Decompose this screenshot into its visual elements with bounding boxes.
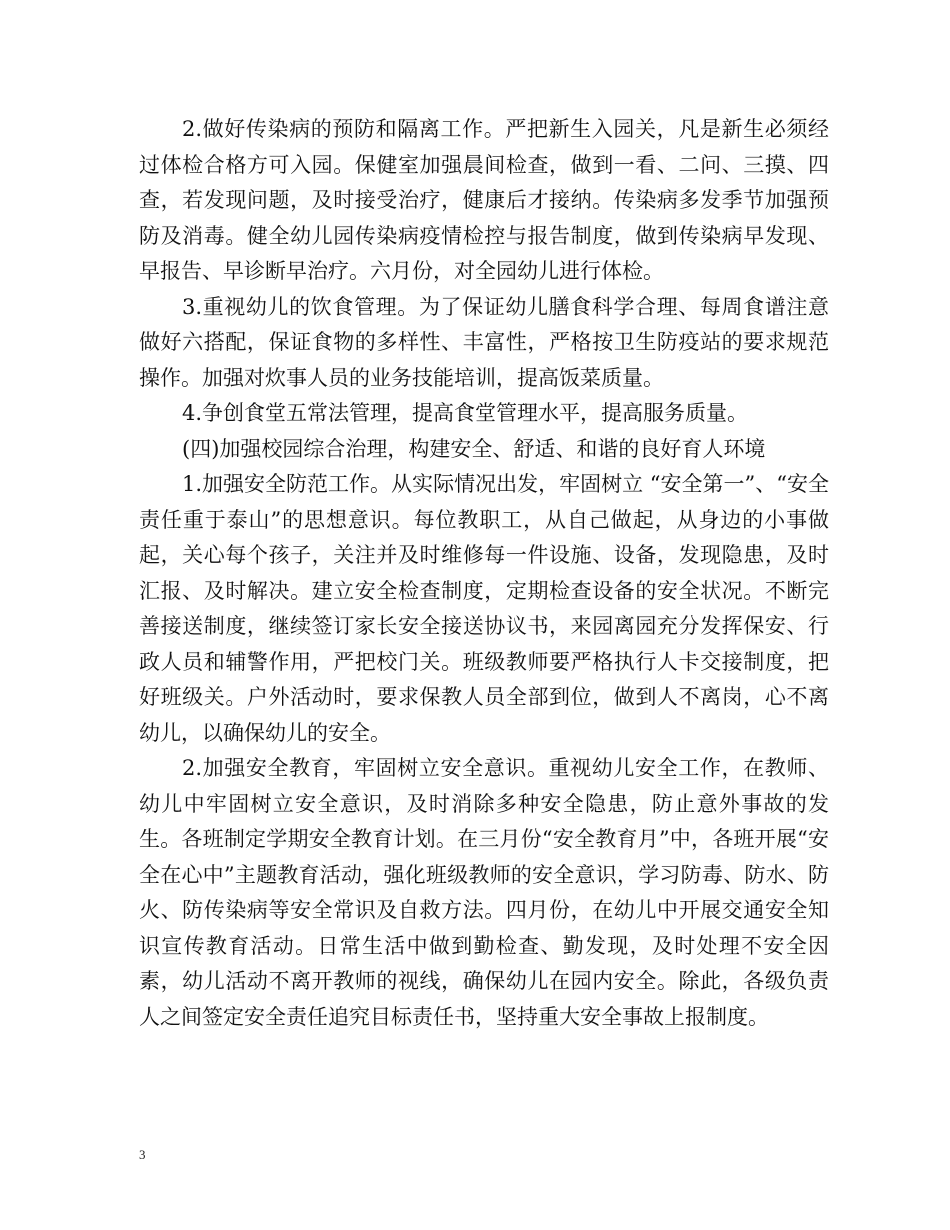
body-text — [139, 112, 829, 1035]
section-heading-campus-governance: (四)加强校园综合治理，构建安全、舒适、和谐的良好育人环境 — [182, 436, 766, 461]
paragraph-safety-prevention: 1.加强安全防范工作。从实际情况出发，牢固树立 “安全第一”、“安全责任重于泰山”的思想意识。每位教职工，从自己做起，从身边的小事做起，关心每个孩子，关注并及时维修每一件设施、设备，发现隐患，及时汇报、及时解决。建立安全检查制度，定期检查设备的安全状况。不断完善接送制度，继续签订家长安全接送协议书，来园离园充分发挥保安、行政人员和辅警作用，严把校门关。班级教师要严格执行人卡交接制度，把好班级关。户外活动时，要求保教人员全部到位，做到人不离岗，心不离幼儿，以确保幼儿的安全。 — [139, 472, 829, 745]
paragraph-diet-management: 3.重视幼儿的饮食管理。为了保证幼儿膳食科学合理、每周食谱注意做好六搭配，保证食物的多样性、丰富性，严格按卫生防疫站的要求规范操作。加强对炊事人员的业务技能培训，提高饭菜质量。 — [139, 294, 829, 390]
paragraph-canteen-management: 4.争创食堂五常法管理，提高食堂管理水平，提高服务质量。 — [182, 401, 749, 425]
paragraph-communicable-disease: 2.做好传染病的预防和隔离工作。严把新生入园关，凡是新生必须经过体检合格方可入园。保健室加强晨间检查，做到一看、二问、三摸、四查，若发现问题，及时接受治疗，健康后才接纳。传染病多发季节加强预防及消毒。健全幼儿园传染病疫情检控与报告制度，做到传染病早发现、早报告、早诊断早治疗。六月份，对全园幼儿进行体检。 — [139, 117, 829, 283]
page-number: 3 — [139, 1147, 146, 1162]
paragraph-safety-education: 2.加强安全教育，牢固树立安全意识。重视幼儿安全工作，在教师、幼儿中牢固树立安全意识，及时消除多种安全隐患，防止意外事故的发生。各班制定学期安全教育计划。在三月份“安全教育月”中，各班开展“安全在心中”主题教育活动，强化班级教师的安全意识，学习防毒、防水、防火、防传染病等安全常识及自救方法。四月份，在幼儿中开展交通安全知识宣传教育活动。日常生活中做到勤检查、勤发现，及时处理不安全因素，幼儿活动不离开教师的视线，确保幼儿在园内安全。除此，各级负责人之间签定安全责任追究目标责任书，坚持重大安全事故上报制度。 — [139, 756, 829, 1029]
